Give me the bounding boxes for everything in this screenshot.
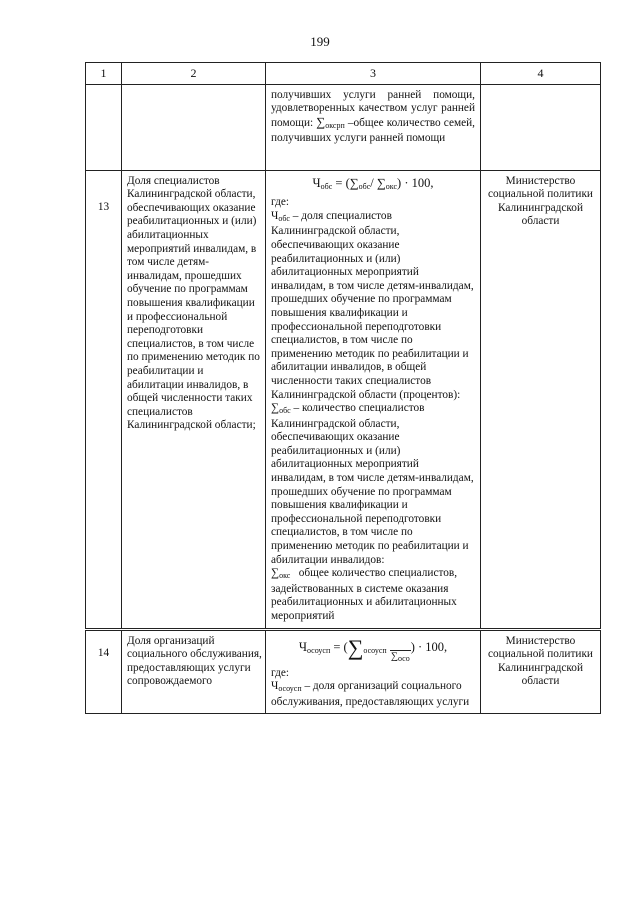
row-14-method: [266, 629, 481, 714]
row-13-executor: Министерство социальной политики Калининградской области: [481, 170, 601, 629]
row-14-where: где:: [271, 666, 289, 679]
page-number: 199: [310, 34, 330, 49]
row-13-indicator: Доля специалистов Калининградской области, обеспечивающих оказание реабилитационных и (или) абилитационных мероприятий инвалидам, в том числе детям-инвалидам, прошедших обучение по программам повышения квалификации и профессиональной переподготовки специалистов, в том числе по применению методик по реабилитации и абилитации инвалидов, в общей численности таких специалистов Калининградской области;: [122, 170, 266, 629]
column-header-1: 1: [86, 63, 122, 85]
indicators-table: [85, 62, 601, 714]
column-header-2: 2: [122, 63, 266, 85]
row-14-number: 14: [86, 629, 122, 714]
row-14-formula: $Ч_{осоусп} = (\sum_{осоусп}$ $\sum_{осо}) \cdot 100$,: [298, 634, 448, 663]
cell-indicator-empty: [122, 84, 266, 170]
row-14-indicator: Доля организаций социального обслуживания, предоставляющих услуги сопровождаемого: [122, 629, 266, 714]
column-header-4: 4: [481, 63, 601, 85]
cell-number-empty: [86, 84, 122, 170]
row-14-executor: Министерство социальной политики Калининградской области: [481, 629, 601, 714]
table-row-continuation: [86, 84, 601, 170]
row-13-number: 13: [86, 170, 122, 629]
row-14-def-share: $Ч_{осоусп}$ – доля организаций социального обслуживания, предоставляющих услуги: [271, 680, 470, 708]
row-13-def-share: $Ч_{обс}$ – доля специалистов Калининградской области, обеспечивающих оказание реабилитационных и (или) абилитационных мероприятий инвалидам, в том числе детям-инвалидам, прошедших обучение по программам повышения квалификации и профессиональной переподготовки специалистов, в том числе по применению методик по реабилитации и абилитации инвалидов, в общей численности таких специалистов Калининградской области (процентов):: [271, 209, 474, 401]
table-row-13: [86, 170, 601, 629]
row-13-method: [266, 170, 481, 629]
cell-executor-empty: [481, 84, 601, 170]
row-13-formula: $Ч_{обс} = (\sum_{обс}/$ $\sum_{окс}) \cdot 100$,: [312, 175, 434, 191]
row-13-where: где:: [271, 196, 289, 209]
table-row-14: [86, 629, 601, 714]
table-header-row: [86, 63, 601, 85]
row-13-def-count: $\sum_{обс}$ – количество специалистов Калининградской области, обеспечивающих оказание реабилитационных и (или) абилитационных мероприятий инвалидам, в том числе детям-инвалидам, прошедших обучение по программам повышения квалификации и профессиональной переподготовки специалистов, в том числе по применению методик по реабилитации и абилитации инвалидов:: [271, 402, 474, 566]
continuation-method-text: получивших услуги ранней помощи, удовлетворенных качеством услуг ранней помощи: $\sum_{оксрп}$ –общее количество семей, получивших услуги ранней помощи: [266, 84, 481, 170]
column-header-3: 3: [266, 63, 481, 85]
row-13-def-total: $\sum_{окс}$ общее количество специалистов, задействованных в системе оказания реабилитационных и абилитационных мероприятий: [271, 567, 458, 622]
